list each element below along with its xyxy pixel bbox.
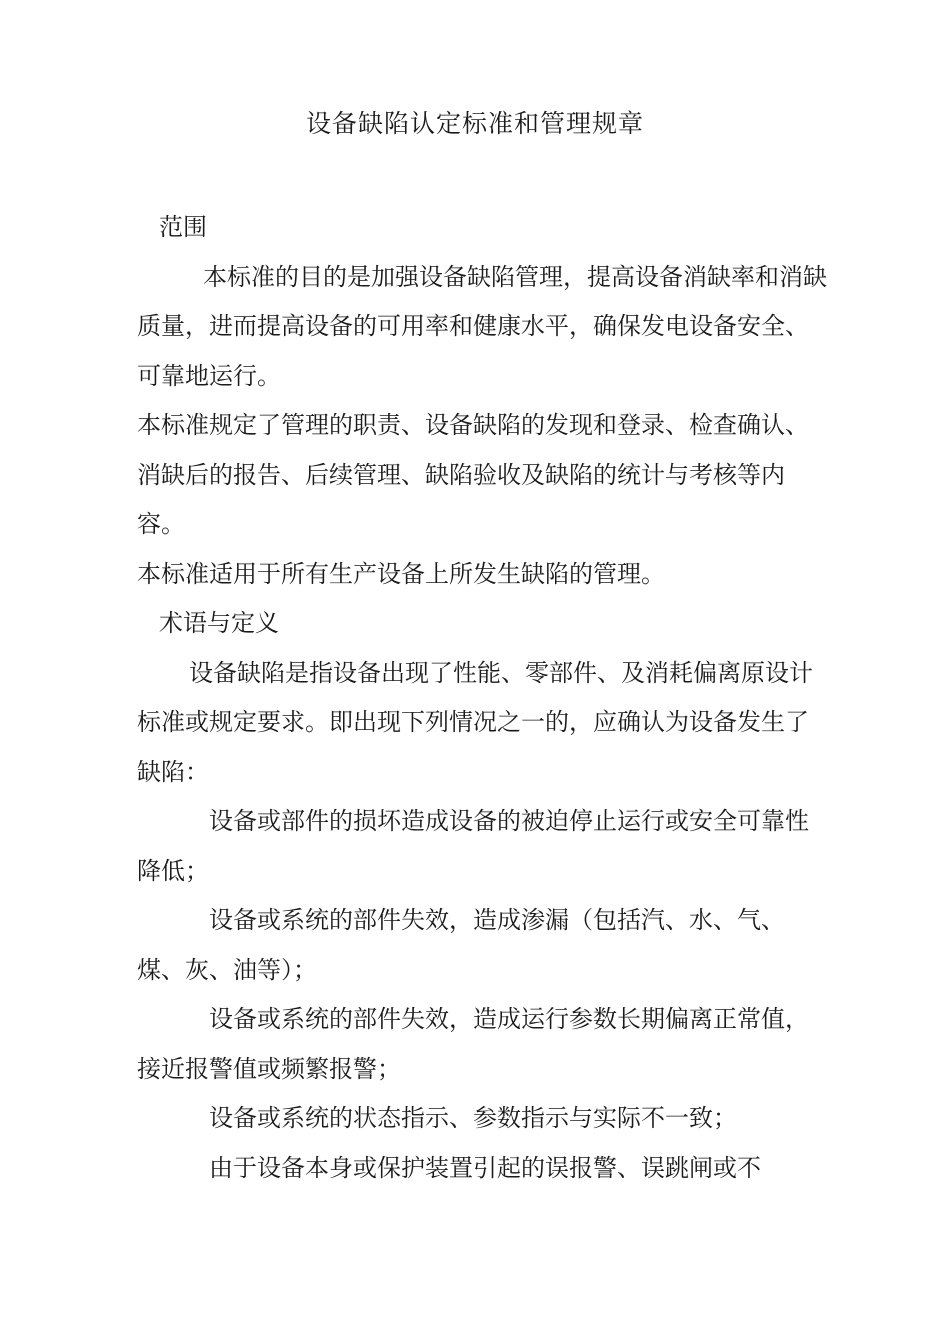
list-item-false-alarm: 由于设备本身或保护装置引起的误报警、误跳闸或不 xyxy=(209,1153,761,1182)
paragraph-purpose: 本标准的目的是加强设备缺陷管理，提高设备消缺率和消缺质量，进而提高设备的可用率和健康水平，确保发电设备安全、可靠地运行。 xyxy=(137,262,827,390)
list-item-damage: 设备或部件的损坏造成设备的被迫停止运行或安全可靠性降低； xyxy=(137,807,809,885)
list-item-parameter-deviation: 设备或系统的部件失效，造成运行参数长期偏离正常值，接近报警值或频繁报警； xyxy=(137,1005,809,1083)
paragraph-content: 本标准规定了管理的职责、设备缺陷的发现和登录、检查确认、消缺后的报告、后续管理、缺陷验收及缺陷的统计与考核等内容。 xyxy=(137,411,809,538)
section-heading-terms: 术语与定义 xyxy=(159,609,279,637)
document-title: 设备缺陷认定标准和管理规章 xyxy=(305,109,644,138)
paragraph-defect-definition: 设备缺陷是指设备出现了性能、零部件、及消耗偏离原设计标准或规定要求。即出现下列情况之一的，应确认为设备发生了缺陷： xyxy=(137,658,813,786)
list-item-leakage: 设备或系统的部件失效，造成渗漏（包括汽、水、气、煤、灰、油等）； xyxy=(137,906,785,984)
list-item-indication-mismatch: 设备或系统的状态指示、参数指示与实际不一致； xyxy=(209,1104,737,1132)
section-heading-scope: 范围 xyxy=(159,213,207,241)
document-body xyxy=(137,203,827,1193)
paragraph-applicability: 本标准适用于所有生产设备上所发生缺陷的管理。 xyxy=(137,559,665,588)
